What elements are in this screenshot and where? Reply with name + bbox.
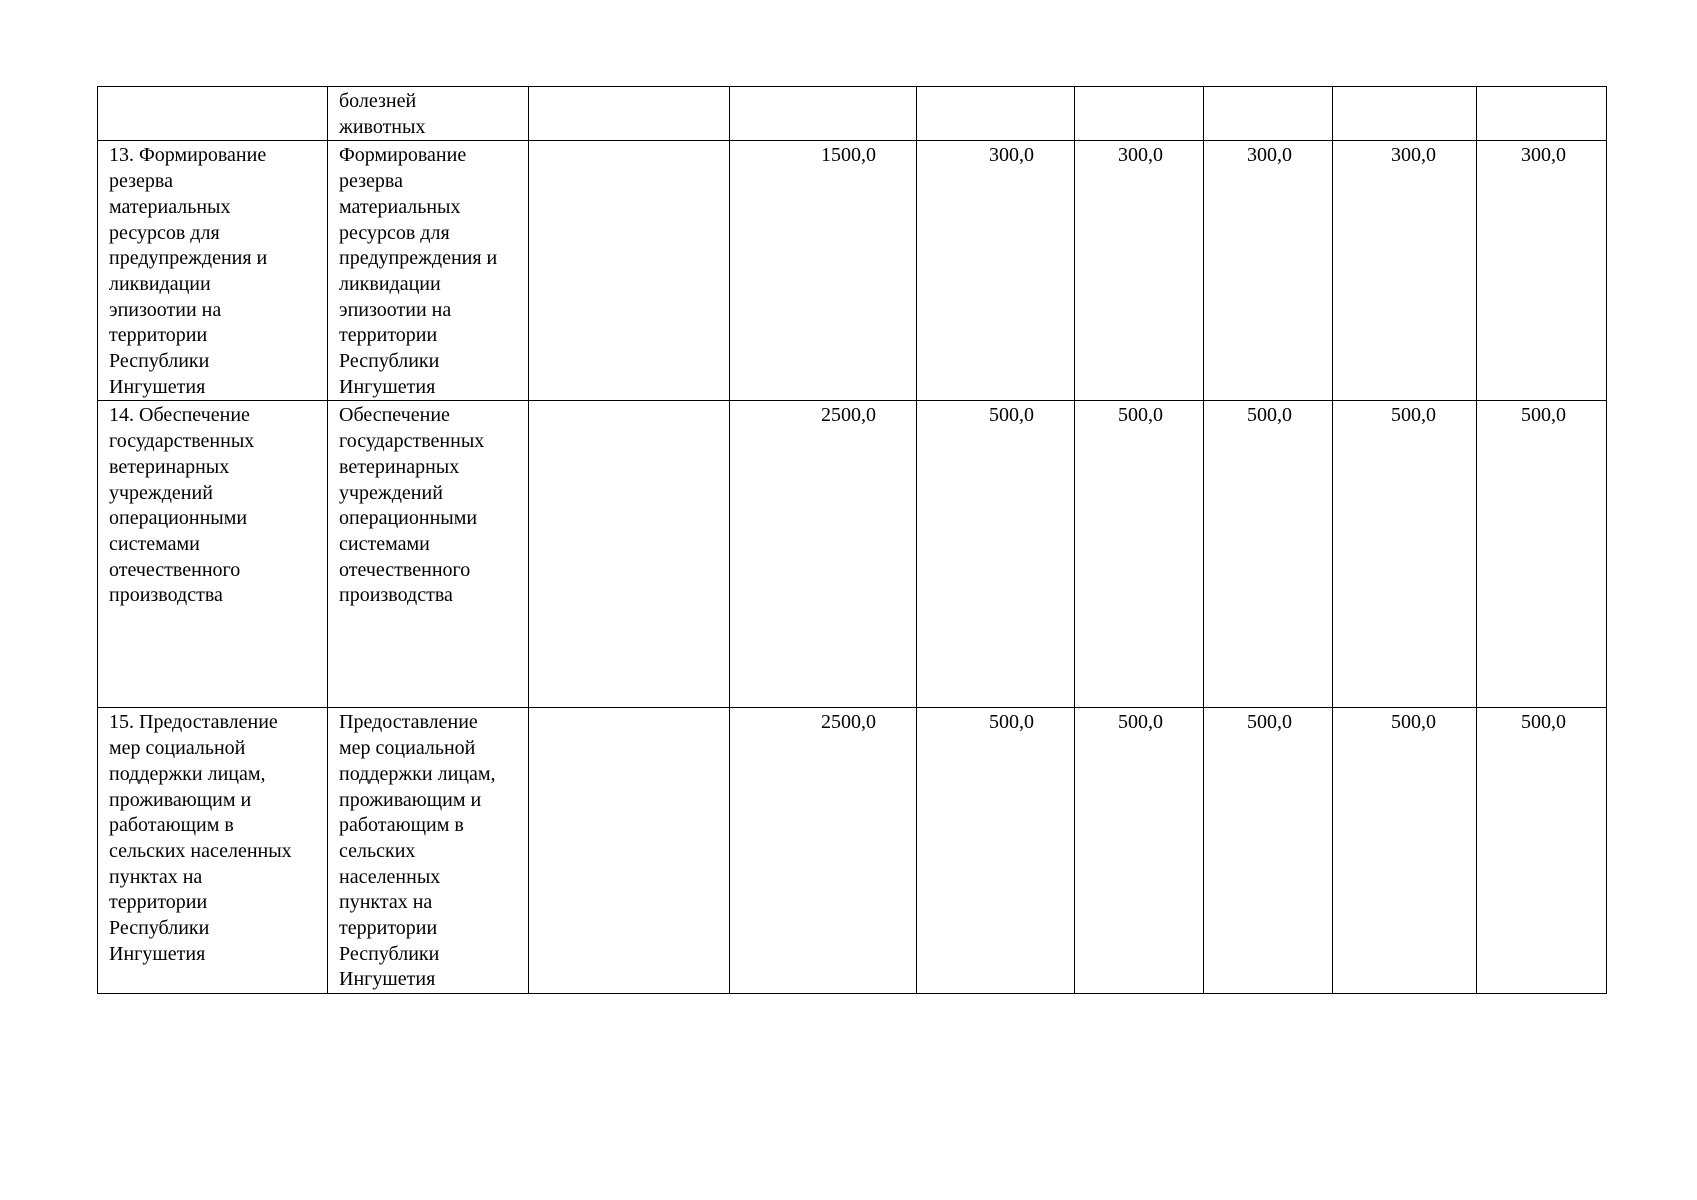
year-value-cell: 500,0: [917, 401, 1075, 708]
total-value-cell: [730, 87, 917, 141]
year-value-cell: 500,0: [917, 708, 1075, 994]
year-value-cell: [1075, 87, 1204, 141]
source-cell: [529, 87, 730, 141]
year-value-cell: 300,0: [917, 141, 1075, 401]
source-cell: [529, 401, 730, 708]
year-value-cell: 500,0: [1204, 708, 1333, 994]
year-value-cell: 500,0: [1333, 708, 1477, 994]
measure-name-cell: 14. Обеспечение государственных ветеринарных учреждений операционными системами отечественного производства: [98, 401, 328, 708]
total-value-cell: 2500,0: [730, 401, 917, 708]
year-value-cell: 300,0: [1477, 141, 1607, 401]
year-value-cell: 500,0: [1075, 401, 1204, 708]
year-value-cell: [1204, 87, 1333, 141]
table-row: [98, 87, 1607, 141]
year-value-cell: 500,0: [1477, 401, 1607, 708]
total-value-cell: 2500,0: [730, 708, 917, 994]
year-value-cell: 500,0: [1204, 401, 1333, 708]
measure-description-cell: Обеспечение государственных ветеринарных учреждений операционными системами отечественного производства: [328, 401, 529, 708]
table-row: [98, 708, 1607, 994]
year-value-cell: 500,0: [1075, 708, 1204, 994]
year-value-cell: [917, 87, 1075, 141]
total-value-cell: 1500,0: [730, 141, 917, 401]
measure-name-cell: 15. Предоставление мер социальной поддержки лицам, проживающим и работающим в сельских населенных пунктах на территории Республики Ингушетия: [98, 708, 328, 994]
program-table: [97, 86, 1607, 994]
year-value-cell: 300,0: [1075, 141, 1204, 401]
year-value-cell: [1477, 87, 1607, 141]
year-value-cell: 500,0: [1333, 401, 1477, 708]
measure-description-cell: болезней животных: [328, 87, 529, 141]
measure-name-cell: 13. Формирование резерва материальных ресурсов для предупреждения и ликвидации эпизоотии на территории Республики Ингушетия: [98, 141, 328, 401]
measure-description-cell: Предоставление мер социальной поддержки лицам, проживающим и работающим в сельских населенных пунктах на территории Республики Ингушетия: [328, 708, 529, 994]
year-value-cell: [1333, 87, 1477, 141]
source-cell: [529, 141, 730, 401]
table-row: [98, 141, 1607, 401]
measure-description-cell: Формирование резерва материальных ресурсов для предупреждения и ликвидации эпизоотии на территории Республики Ингушетия: [328, 141, 529, 401]
table-row: [98, 401, 1607, 708]
year-value-cell: 300,0: [1333, 141, 1477, 401]
year-value-cell: 300,0: [1204, 141, 1333, 401]
measure-name-cell: [98, 87, 328, 141]
source-cell: [529, 708, 730, 994]
year-value-cell: 500,0: [1477, 708, 1607, 994]
